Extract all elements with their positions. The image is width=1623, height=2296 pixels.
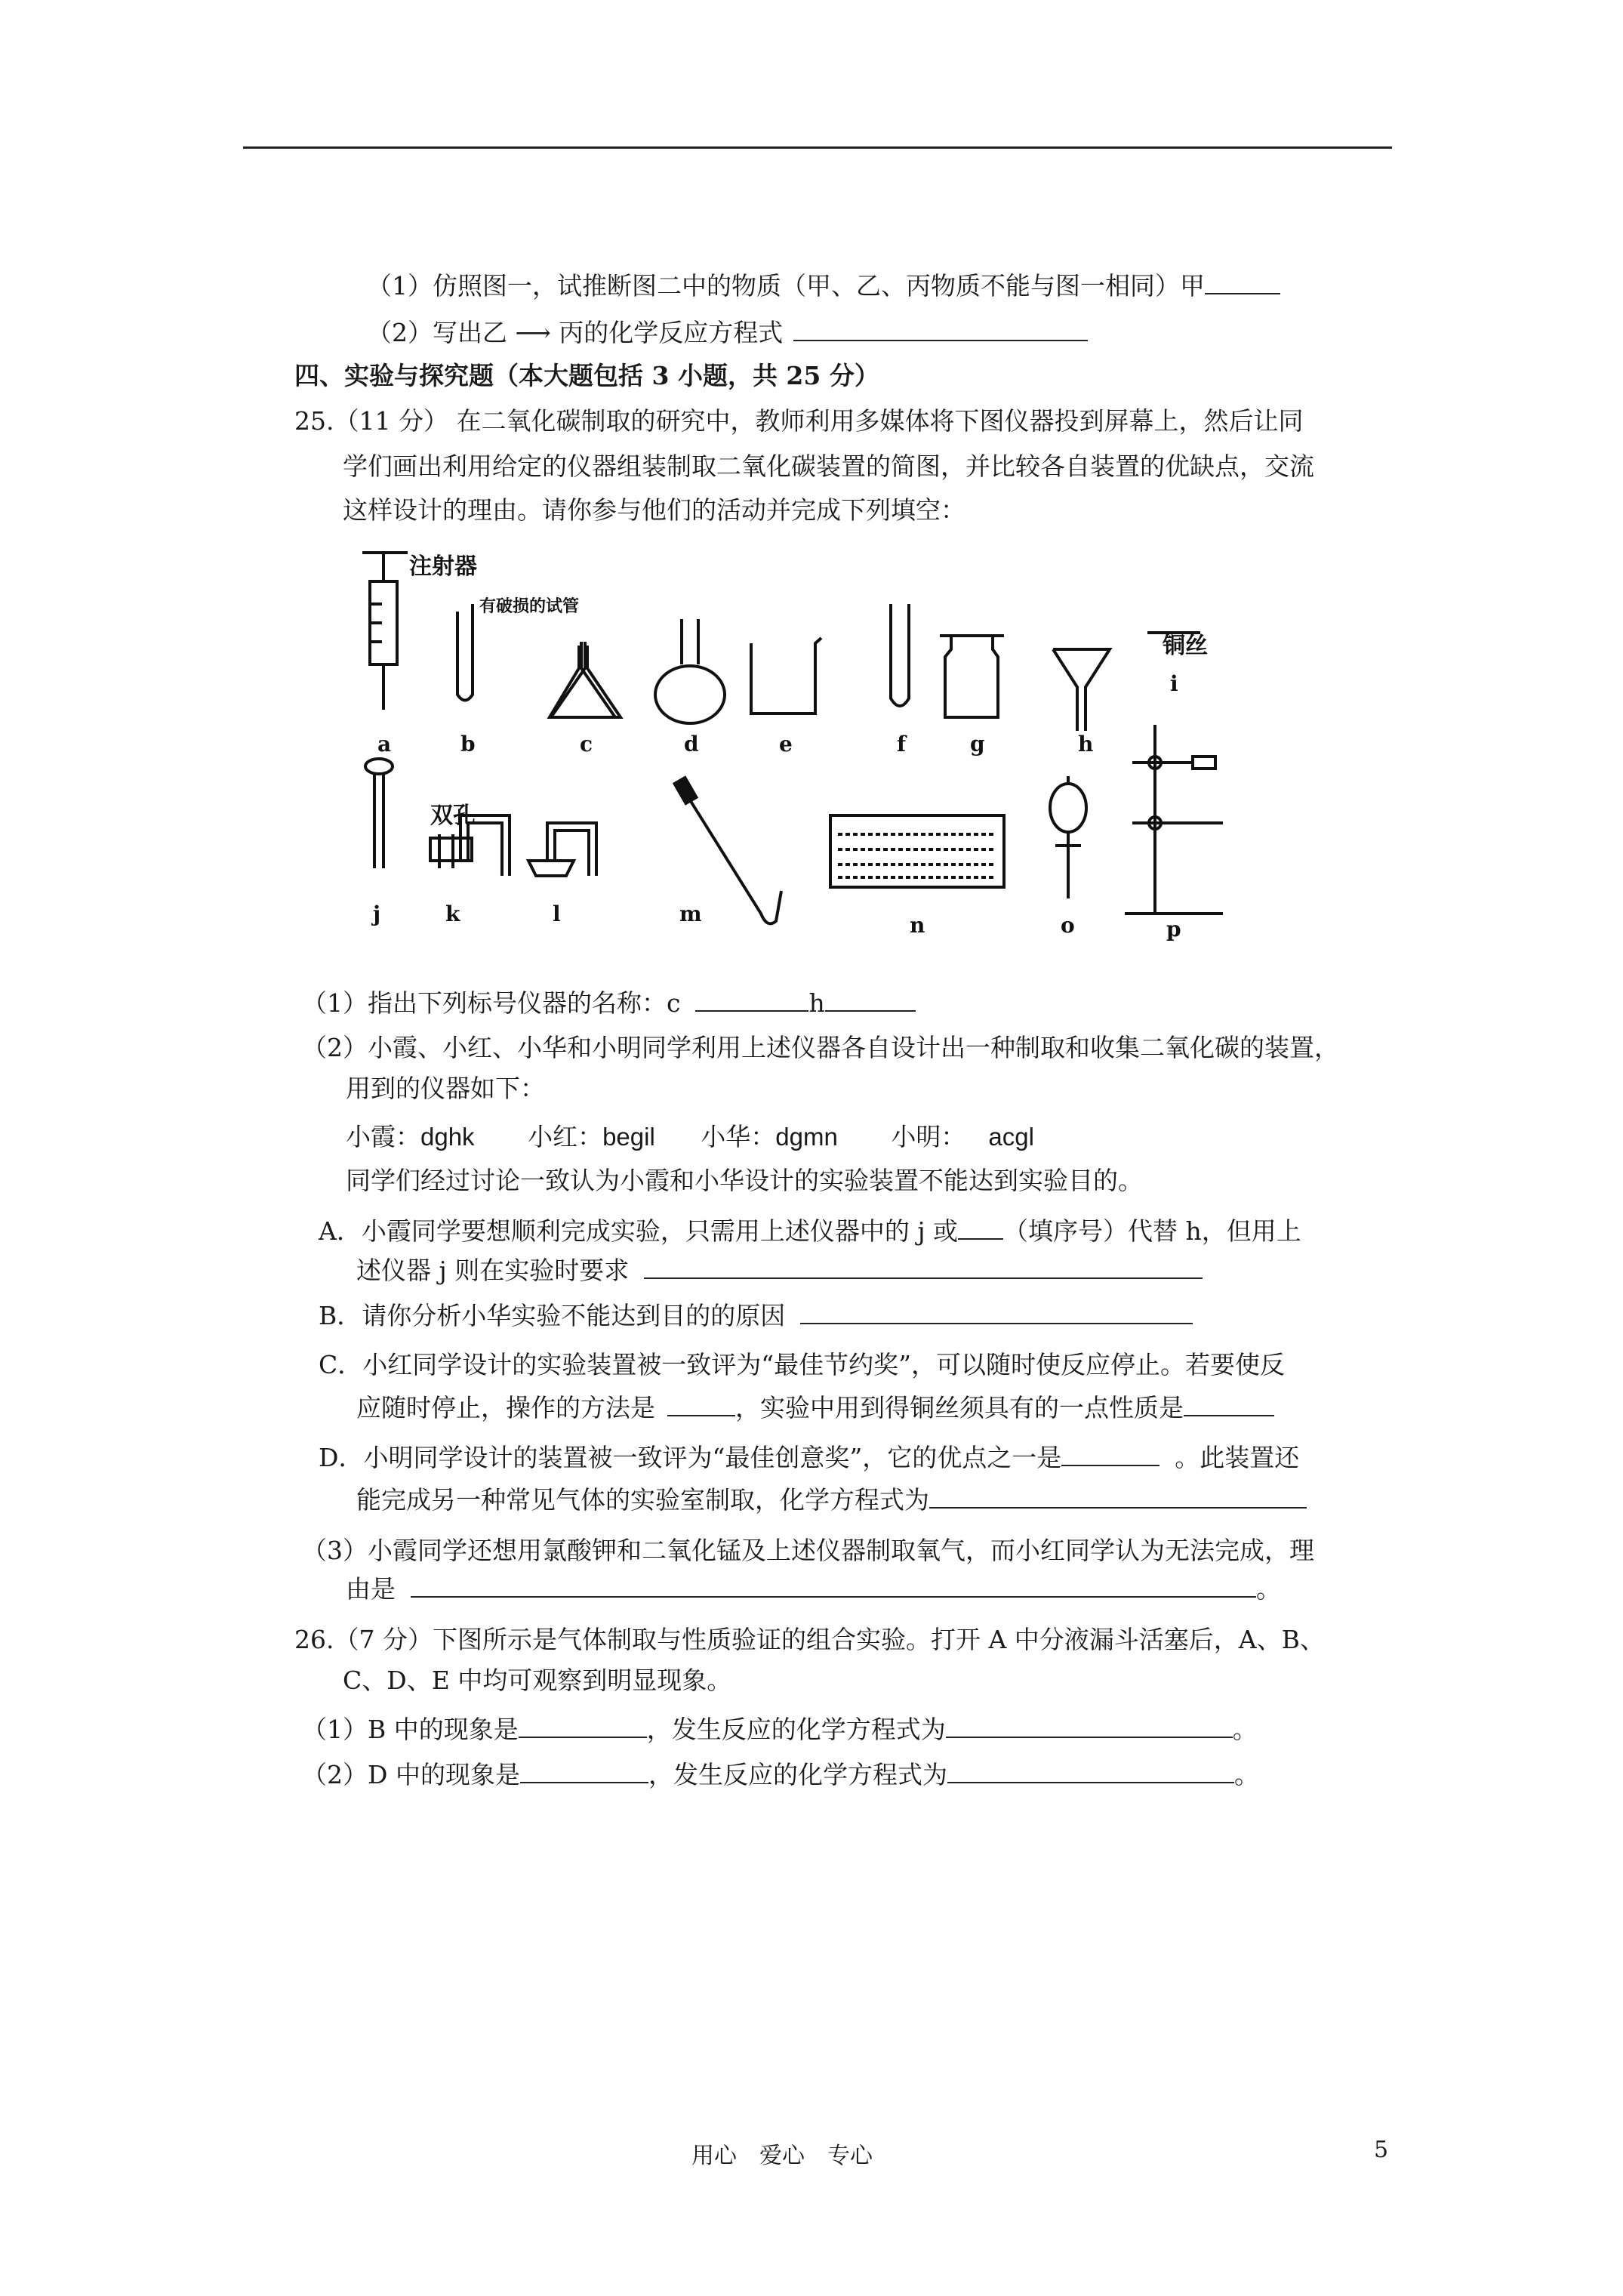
label-j: j [373,901,381,926]
label-g: g [970,732,985,757]
separatory-funnel-icon [1050,776,1086,898]
answer-blank[interactable] [929,1484,1307,1509]
beaker-icon [751,638,821,713]
q25-D-line2: 能完成另一种常见气体的实验室制取，化学方程式为 [356,1484,1307,1515]
q25-students-row: 小霞：dghk 小红：begil 小华：dgmn 小明： acgl [346,1122,1034,1151]
apparatus-figure [347,536,1298,951]
header-rule [243,146,1392,149]
label-m: m [679,901,702,926]
label-i: i [1170,671,1178,696]
label-c: c [580,732,593,757]
gas-bottle-icon [940,636,1004,717]
answer-blank[interactable] [793,317,1088,341]
q26-intro-line2: C、D、E 中均可观察到明显现象。 [343,1666,732,1695]
q25-D-line1: D．小明同学设计的装置被一致评为“最佳创意奖”，它的优点之一是 。此装置还 [319,1443,1300,1472]
answer-blank[interactable] [958,1216,1003,1240]
funnel-icon [1053,649,1110,731]
q26-intro-line1: 26.（7 分）下图所示是气体制取与性质验证的组合实验。打开 A 中分液漏斗活塞后，A、B、 [294,1625,1325,1654]
q25-intro-line-3: 这样设计的理由。请你参与他们的活动并完成下列填空： [343,495,965,525]
q25-intro-line-2: 学们画出利用给定的仪器组装制取二氧化碳装置的简图，并比较各自装置的优缺点，交流 [343,451,1314,481]
long-neck-funnel-icon [365,759,393,868]
answer-blank[interactable] [667,1392,735,1416]
answer-blank[interactable] [411,1573,1256,1598]
label-n: n [910,913,925,938]
answer-blank[interactable] [825,988,916,1012]
syringe-label-1: 注射器 [409,553,477,580]
label-k: k [445,901,460,926]
q25-B: B．请你分析小华实验不能达到目的的原因 [319,1300,1193,1331]
answer-blank[interactable] [695,988,808,1012]
water-trough-icon [830,815,1004,887]
page-number: 5 [1374,2137,1389,2163]
q25-part2-line2: 用到的仪器如下： [346,1074,545,1103]
answer-blank[interactable] [800,1300,1193,1324]
apparatus-svg [347,536,1298,951]
label-l: l [553,901,561,926]
stopper-bent-tube-icon [528,823,596,876]
label-o: o [1061,913,1075,938]
double-hole-label: 双孔 [430,803,476,829]
label-b: b [460,732,476,757]
q24-part1: （1）仿照图一，试推断图二中的物质（甲、乙、丙物质不能与图一相同）甲 [367,270,1280,301]
q25-C-line1: C．小红同学设计的实验装置被一致评为“最佳节约奖”，可以随时使反应停止。若要使反 [319,1350,1285,1379]
label-h: h [1078,732,1094,757]
label-f: f [897,732,907,757]
test-tube-icon [891,604,909,706]
q25-part3-line2: 由是 。 [346,1574,1281,1604]
arrow-icon: ⟶ [507,318,559,347]
q25-intro-line-1: 25.（11 分） 在二氧化碳制取的研究中，教师利用多媒体将下图仪器投到屏幕上，然后让同 [294,406,1304,436]
iron-stand-icon [1125,725,1223,914]
label-a: a [377,732,392,757]
q25-A-line2: 述仪器 j 则在实验时要求 [356,1255,1203,1286]
q26-part1: （1）B 中的现象是 ，发生反应的化学方程式为 。 [302,1715,1258,1744]
q24-part2: （2）写出乙 ⟶ 丙的化学反应方程式 [367,317,1088,348]
broken-test-tube-icon [457,604,473,701]
label-d: d [684,732,699,757]
footer-motto: 用心 爱心 专心 [691,2143,873,2169]
q25-A-line1: A．小霞同学要想顺利完成实验，只需用上述仪器中的 j 或 （填序号）代替 h，但用上 [319,1216,1301,1246]
answer-blank[interactable] [519,1714,647,1738]
q25-part1: （1）指出下列标号仪器的名称：c h [302,988,916,1019]
answer-blank[interactable] [946,1714,1233,1738]
q25-C-line2: 应随时停止，操作的方法是 ，实验中用到得铜丝须具有的一点性质是 [356,1392,1274,1423]
syringe-icon [362,553,408,710]
answer-blank[interactable] [947,1759,1234,1783]
label-p: p [1166,917,1181,942]
broken-tube-label: 有破损的试管 [479,597,580,616]
answer-blank[interactable] [644,1255,1203,1279]
round-flask-icon [655,619,725,723]
answer-blank[interactable] [1184,1392,1274,1416]
copper-wire-label: 铜丝 [1163,633,1208,659]
label-e: e [779,732,793,757]
answer-blank[interactable] [1061,1442,1160,1466]
section-title: 四、实验与探究题（本大题包括 3 小题，共 25 分） [294,361,879,390]
q25-part2-line3: 同学们经过讨论一致认为小霞和小华设计的实验装置不能达到实验目的。 [346,1166,1143,1195]
answer-blank[interactable] [520,1759,648,1783]
conical-flask-icon [551,642,615,717]
figure-text [409,553,477,580]
q25-part2-line1: （2）小霞、小红、小华和小明同学利用上述仪器各自设计出一种制取和收集二氧化碳的装置， [302,1033,1339,1062]
q25-part3-line1: （3）小霞同学还想用氯酸钾和二氧化锰及上述仪器制取氧气，而小红同学认为无法完成，理 [302,1536,1314,1565]
answer-blank[interactable] [1205,270,1280,294]
q26-part2: （2）D 中的现象是 ，发生反应的化学方程式为 。 [302,1760,1259,1789]
